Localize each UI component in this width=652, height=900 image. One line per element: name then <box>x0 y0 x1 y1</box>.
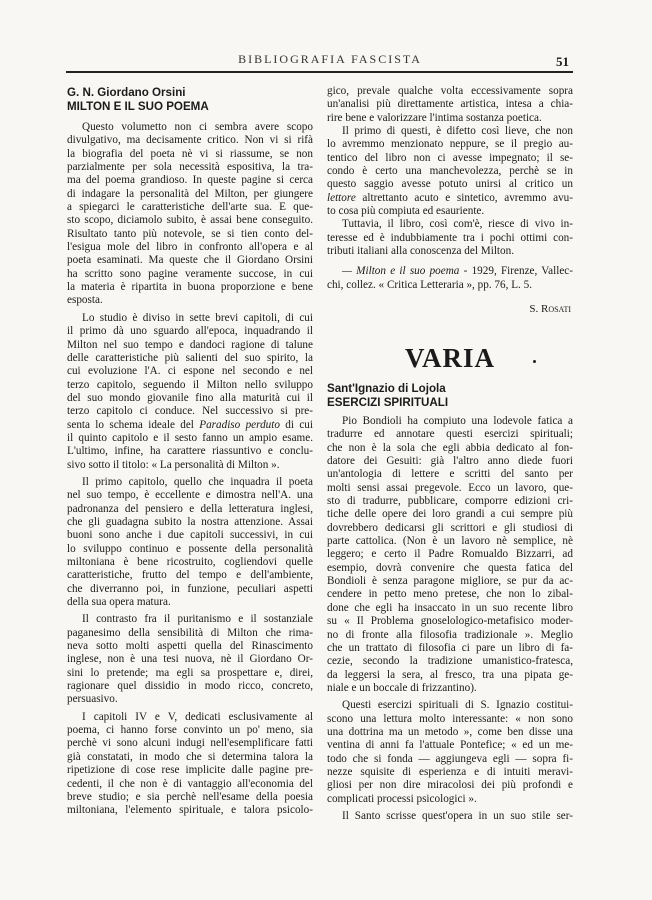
text-line: lo avremmo menzionato neppure, se il pregio au- <box>327 138 573 151</box>
bibliographic-citation <box>327 265 573 292</box>
text-line: cendere in petto meno pretese, che non lo zibal- <box>327 588 573 601</box>
text-line: datore dei Gesuiti: già l'altro anno diede fuori <box>327 455 573 468</box>
text-line: caratteristiche, frutto del tempo e dell'ambiente, <box>67 569 313 582</box>
text-line: che un trattato di filosofia ci pare un libro di fa- <box>327 641 573 654</box>
text-line: sto di tradurre, pubblicare, comporre edizioni cri- <box>327 495 573 508</box>
text-line: tiche delle opere dei loro grandi a cui sempre più <box>327 508 573 521</box>
italic-title: Paradiso perduto <box>199 418 280 431</box>
text-line: perchè vi sono alcuni indugi nell'esemplificare fatti <box>67 737 313 750</box>
text-line: cedenti, il che non è di vantaggio all'economia del <box>67 777 313 790</box>
text-line: gico, prevale qualche volta eccessivamente sopra <box>327 85 573 97</box>
text-line: tentico del libro non ci avesse impegnato; il se- <box>327 151 573 164</box>
citation-rest: - 1929, Firenze, Vallec- <box>463 265 573 278</box>
page-number: 51 <box>556 54 569 69</box>
text-line: breve studio; e sia perchè nell'esame della poesia <box>67 790 313 803</box>
header-rule <box>66 71 573 73</box>
text-line: esempio, dovrà convenire che questa fatica del <box>327 561 573 574</box>
text-line: un'analisi più direttamente artistica, intesa a chia- <box>327 98 573 111</box>
text-line: poeta esaminati. Ma queste che il Giordano Orsini <box>67 254 313 267</box>
text-line: dovrebbero dedicarsi gli scrittori e gli studiosi di <box>327 521 573 534</box>
right-column-top <box>327 85 573 292</box>
text-line: Lo studio è diviso in sette brevi capitoli, di cui <box>82 311 313 324</box>
text-line: la materia è ripartita in buona proporzione e bene <box>67 281 313 294</box>
text-line: no di fronte alla filosofia tradizionale ». Meglio <box>327 628 573 641</box>
text-line: lo sviluppo continuo e possente della personalità <box>67 542 313 555</box>
text-line: cui evoluzione l'A. ci espone nel secondo e nel <box>67 365 313 378</box>
text-line: neva sotto molti aspetti quella del Rinascimento <box>67 640 313 653</box>
text-line: Milton nel suo tempo e dandoci ragione di talune <box>67 338 313 351</box>
text-line: a spiegarci le caratteristiche dell'arte sua. E que- <box>67 201 313 214</box>
text-line: miltoniana, l'elemento spirituale, e talora psicolo- <box>67 804 313 817</box>
text-line: che gli guadagna subito la nostra attenzione. Assai <box>67 515 313 528</box>
text-line: scono una lettura molto interessante: « non sono <box>327 712 573 725</box>
text-line: todo che si fonda — aggiungeva egli — sopra fi- <box>327 752 573 765</box>
text-line: molti sensi assai pregevole. Ecco un lavoro, que- <box>327 481 573 494</box>
text-line: lettore altrettanto acuto e sintetico, avremmo avu- <box>327 191 573 204</box>
text-line: ventina di anni fa l'attuale Pontefice; « ed un me- <box>327 739 573 752</box>
paragraph <box>67 711 313 818</box>
paragraph <box>67 476 313 609</box>
paragraph <box>327 85 573 125</box>
text-line: niale e un boccale di frizzantino). <box>327 681 477 694</box>
text-line: sini lo pretende; ma egli sa prospettare e, direi, <box>67 666 313 679</box>
left-column <box>67 86 313 818</box>
text-line: da leggersi la sera, al fresco, tra una pipata ge- <box>327 668 573 681</box>
text-line: L'ultimo, infine, ha carattere riassuntivo e conclu- <box>67 445 313 458</box>
text-line: paganesimo della sensibilità di Milton che rima- <box>67 626 313 639</box>
text-line: Bondioli è senza paragone migliore, se pur da ac- <box>327 575 573 588</box>
text-line: Il contrasto fra il puritanismo e il sostanziale <box>82 613 313 626</box>
text-line: complicati processi psicologici ». <box>327 792 477 805</box>
paragraph <box>67 613 313 706</box>
text-line: Questo volumetto non ci sembra avere scopo <box>82 121 313 133</box>
text-line: cezie, secondo la tradizione umanistico-fratesca, <box>327 655 573 668</box>
running-title: BIBLIOGRAFIA FASCISTA <box>238 52 422 66</box>
text-line: Il Santo scrisse quest'opera in un suo stile ser- <box>342 809 573 822</box>
text-line: terzo capitolo ci conduce. Nel successivo si pre- <box>67 405 313 418</box>
text-line: esposta. <box>67 294 103 307</box>
text-line: buoni sono anche i due capitoli successivi, in cui <box>67 529 313 542</box>
text-line: nel suo tempo, è eccellente e dimostra nell'A. una <box>67 489 313 502</box>
paragraph <box>67 121 313 308</box>
text-line: persuasivo. <box>67 693 118 706</box>
text-line: parzialmente per sola necessità espositiva, la tra- <box>67 161 313 174</box>
text-line: l'esigua mole del libro in confronto all'opera e al <box>67 241 313 254</box>
text-line: condo è certo una manchevolezza, perchè se in <box>327 165 573 178</box>
text-line: gliosi per non dire miracolosi dei più profondi e <box>327 779 573 792</box>
review-title: ESERCIZI SPIRITUALI <box>327 396 449 409</box>
text-line: rire bene e valorizzare l'intima sostanza poetica. <box>327 111 542 124</box>
text-line: nezze squisite di esperienza e di intuiti meravi- <box>327 765 573 778</box>
text-line: una dottrina ma un metodo », come ben disse una <box>327 725 573 738</box>
review-title: MILTON E IL SUO POEMA <box>67 100 209 113</box>
text-line: tradurre ed annotare questi esercizi spirituali; <box>327 428 573 441</box>
text-line: che diverranno poi, in funzione, peculiari aspetti <box>67 582 313 595</box>
text-line: Pio Bondioli ha compiuto una lodevole fatica a <box>342 415 573 427</box>
text-line: questo saggio avesse potuto unirsi al critico un <box>327 178 573 191</box>
citation-line: chi, collez. « Critica Letteraria », pp. 76, L. 5. <box>327 278 533 291</box>
text-line: Tuttavia, il libro, così com'è, riesce di vivo in- <box>342 218 573 231</box>
text-line: di indagare la personalità del Milton, per giungere <box>67 187 313 200</box>
review-signature: S. Rosati <box>529 303 571 315</box>
paragraph <box>327 125 573 218</box>
text-line: del suo mondo giovanile fino alla maturità cui il <box>67 391 313 404</box>
paragraph <box>327 218 573 258</box>
paragraph <box>67 312 313 472</box>
text-line: senta lo schema ideale del Paradiso perduto di cui <box>67 418 314 431</box>
text-line: Il primo capitolo, quello che inquadra il poeta <box>82 475 313 488</box>
paragraph <box>327 699 573 806</box>
paragraph <box>327 415 573 695</box>
text-line: ragionare quel dissidio in modo ricco, concreto, <box>67 680 313 693</box>
text-line: done che egli ha insaccato in un suo recente libro <box>327 601 573 614</box>
text-line: miltoniana è bene ricostruito, cogliendovi quelle <box>67 556 313 568</box>
text-line: su « Il Problema gnoselologico-metafisico moder- <box>327 615 573 628</box>
text-line: Il primo di questi, è difetto così lieve, che non <box>342 125 573 138</box>
text-line: terzo capitolo, seguendo il Milton nello sviluppo <box>67 378 313 391</box>
text-line: il primo dà uno sguardo all'epoca, inquadrando il <box>67 325 313 338</box>
text-line: la biografia del poeta nè vi si riassume, se non <box>67 147 313 160</box>
citation-line <box>327 265 573 278</box>
text-line: padronanza del pensiero e della letteratura inglesi, <box>67 502 313 515</box>
italic-title: lettore <box>327 191 356 204</box>
right-column-bottom <box>327 382 573 823</box>
text-line: sto scopo, diciamolo subito, è assai bene conseguito. <box>67 214 313 227</box>
text-line: parte cattolica. (Non è un lavoro nè semplice, nè <box>327 535 573 548</box>
text-line: il quinto capitolo e il sesto fanno un ampio esame. <box>67 431 313 444</box>
text-line: ripetizione di cose rese implicite dalle pagine pre- <box>67 764 313 777</box>
text-line: leggero; e certo il Padre Romualdo Bizzarri, ad <box>327 548 573 561</box>
text-line: teresse ed è indubbiamente tra i pochi ottimi con- <box>327 231 573 244</box>
text-line: Risultato tanto più notevole, se si tien conto del- <box>67 227 313 240</box>
section-title: VARIA <box>404 343 496 373</box>
review-author: G. N. Giordano Orsini <box>67 86 186 99</box>
review-author: Sant'Ignazio di Lojola <box>327 382 446 395</box>
text-line: ma del poema grandioso. In queste pagine si cerca <box>67 174 313 187</box>
stray-dot <box>533 360 536 363</box>
text-line: ha scritto sono pagine veramente succose, in cui <box>67 267 313 280</box>
text-line: poema, ci hanno forse convinto un po' meno, sia <box>67 724 313 737</box>
text-line: della sua opera matura. <box>67 596 171 609</box>
text-line: delle caratteristiche più salienti del suo spirito, la <box>67 351 313 364</box>
text-line: Questi esercizi spirituali di S. Ignazio costitui- <box>342 699 573 712</box>
text-line: un'antologia di lettere e scritti del santo per <box>327 468 573 481</box>
text-line: divulgativo, ma decisamente critico. Non vi si rifà <box>67 134 313 147</box>
text-line: to cosa più compiuta ed esauriente. <box>327 205 485 218</box>
paragraph <box>327 810 573 823</box>
text-line: tributi italiani alla conoscenza del Milton. <box>327 245 515 258</box>
text-line: che non è la sola che egli abbia dedicato al fon- <box>327 441 573 454</box>
text-line: inglese, non è una tesi nuova, nè il Giordano Or- <box>67 653 313 666</box>
text-line: I capitoli IV e V, dedicati esclusivamente al <box>82 710 313 723</box>
text-line: già constatati, in modo che si determina talora la <box>67 750 313 763</box>
citation-work-title: — Milton e il suo poema <box>342 265 460 278</box>
text-line: sivo sotto il titolo: « La personalità di Milton ». <box>67 458 280 471</box>
